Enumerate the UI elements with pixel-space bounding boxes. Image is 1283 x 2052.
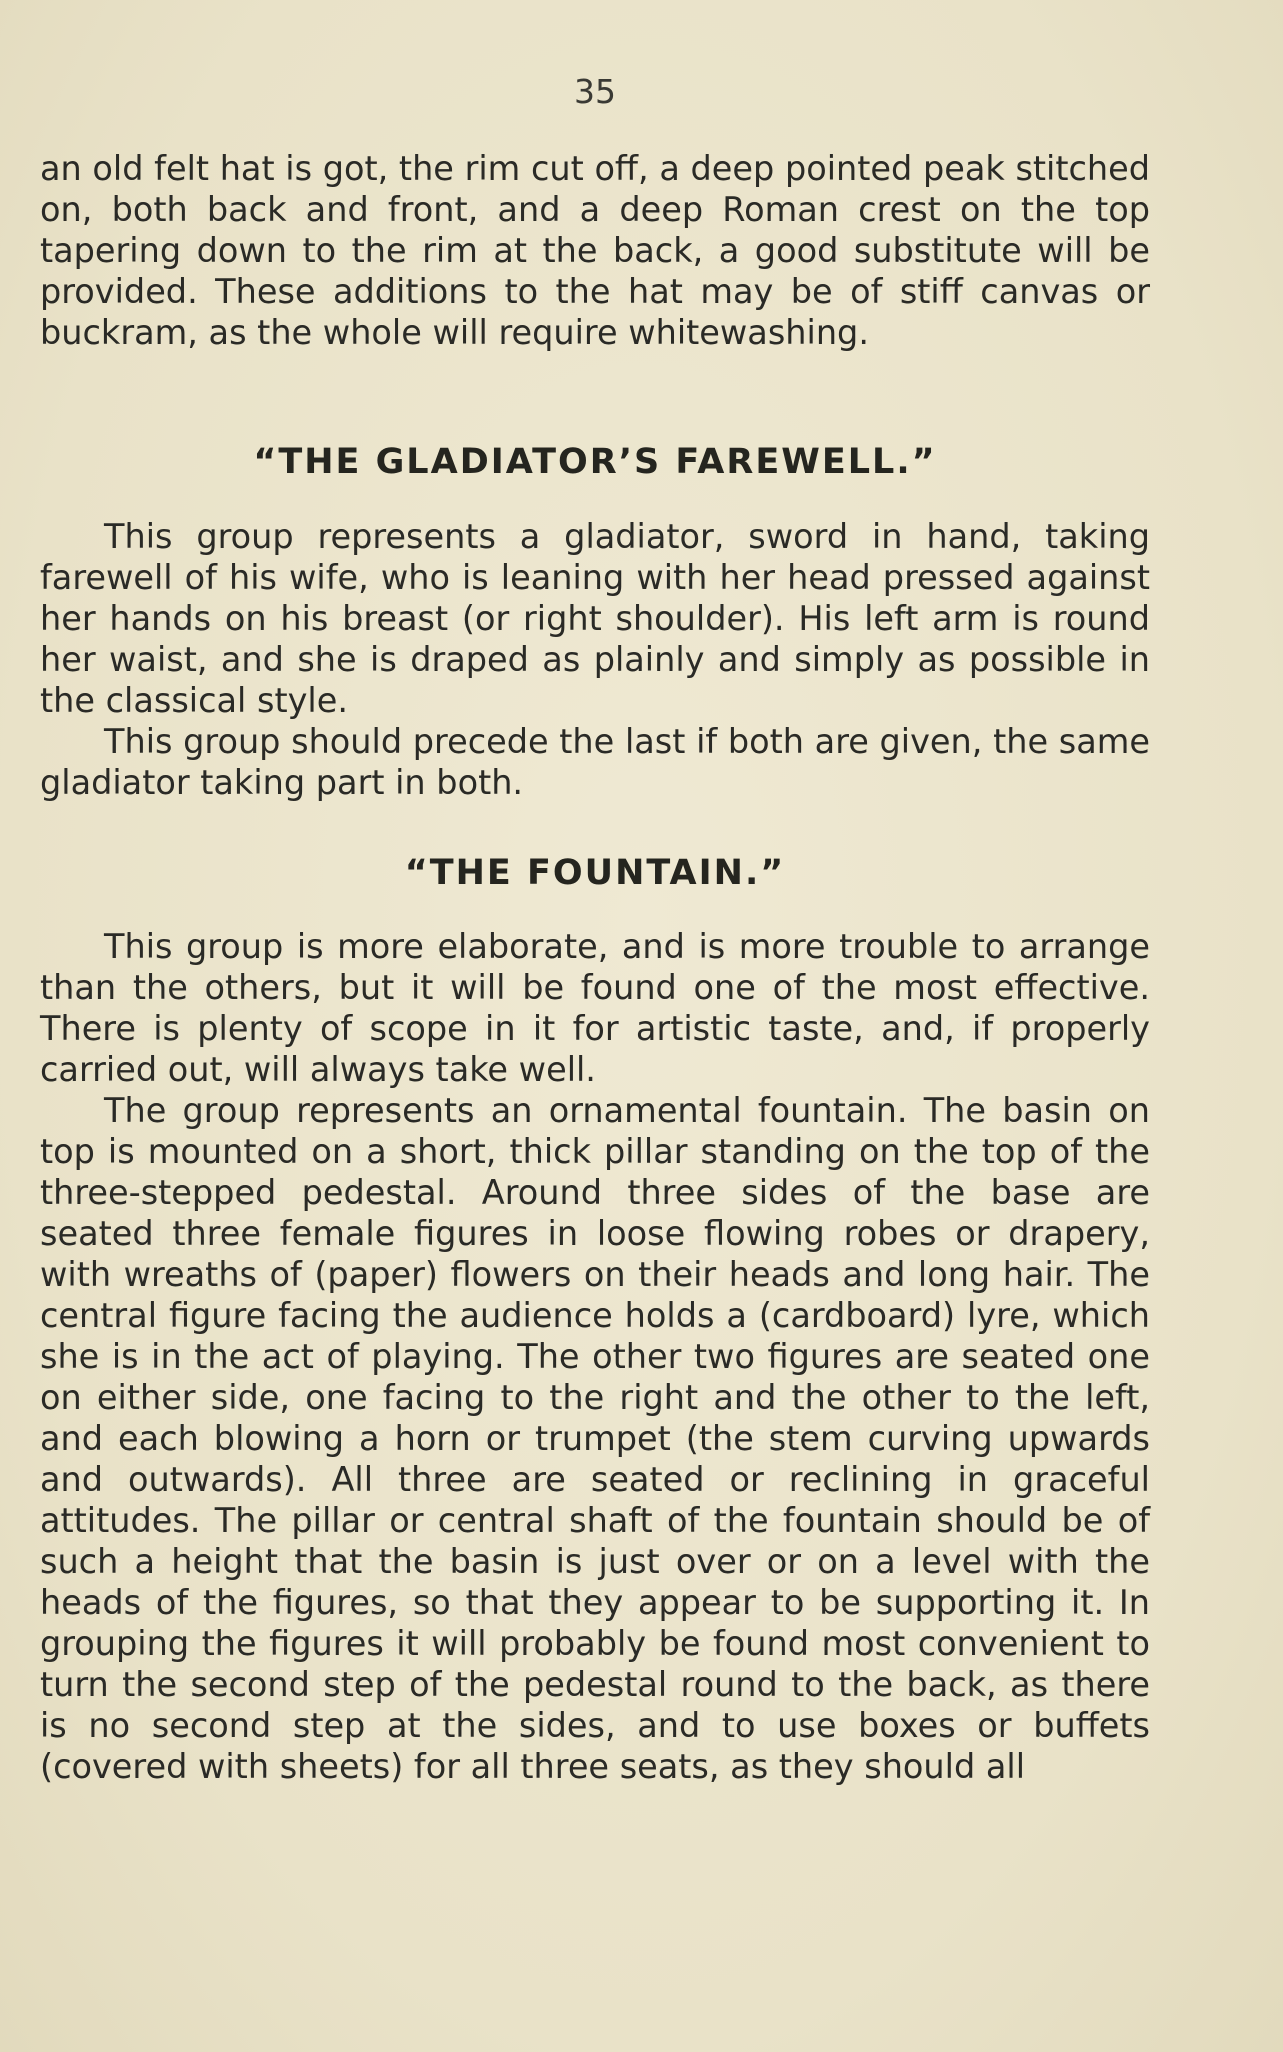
paragraph: This group should precede the last if both are given, the same gladiator taking part in both. (40, 722, 1150, 802)
section-body-fountain (40, 926, 1150, 1787)
paragraph: This group is more elaborate, and is more trouble to arrange than the others, but it will be found one of the most effective. There is plenty of scope in it for artistic taste, and, if properly carried out, will always take well. (40, 927, 1150, 1089)
section-body-gladiators-farewell (40, 516, 1150, 803)
page-number: 35 (574, 72, 616, 111)
paragraph: The group represents an ornamental fountain. The basin on top is mounted on a short, thick pillar standing on the top of the three-stepped pedestal. Around three sides of the base are seated three female figures in loose flowing robes or drapery, with wreaths of (paper) flowers on their heads and long hair. The central figure facing the audience holds a (cardboard) lyre, which she is in the act of playing. The other two figures are seated one on either side, one facing to the right and the other to the left, and each blowing a horn or trumpet (the stem curving upwards and outwards). All three are seated or reclining in graceful attitudes. The pillar or central shaft of the fountain should be of such a height that the basin is just over or on a level with the heads of the figures, so that they appear to be supporting it. In grouping the figures it will probably be found most convenient to turn the second step of the pedestal round to the back, as there is no second step at the sides, and to use boxes or buffets (covered with sheets) for all three seats, as they should all (40, 1091, 1150, 1786)
intro-paragraph: an old felt hat is got, the rim cut off, a deep pointed peak stitched on, both back and front, and a deep Roman crest on the top tapering down to the rim at the back, a good substitute will be provided. These additions to the hat may be of stiff canvas or buckram, as the whole will require whitewashing. (40, 149, 1150, 352)
section-heading-fountain: “THE FOUNTAIN.” (404, 853, 786, 893)
intro-text (40, 148, 1150, 353)
paragraph: This group represents a gladiator, sword in hand, taking farewell of his wife, who is leaning with her head pressed against her hands on his breast (or right shoulder). His left arm is round her waist, and she is draped as plainly and simply as possible in the classical style. (40, 517, 1150, 720)
section-heading-gladiators-farewell: “THE GLADIATOR’S FAREWELL.” (253, 442, 937, 482)
